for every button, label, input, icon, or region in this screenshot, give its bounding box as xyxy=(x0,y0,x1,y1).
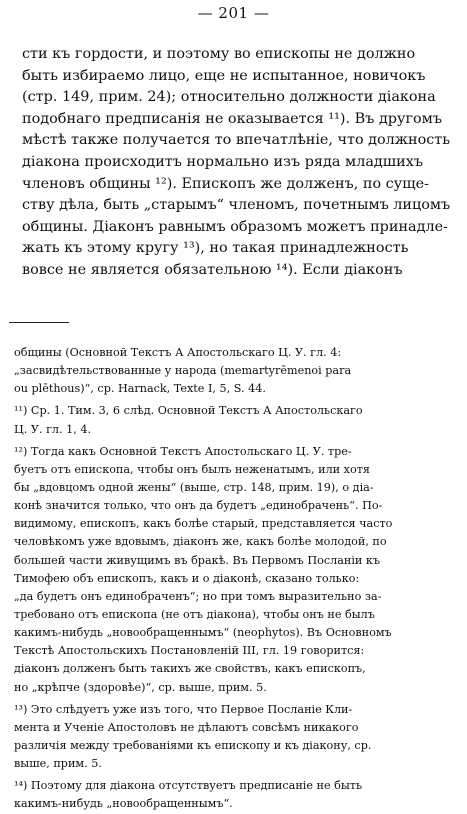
footnote-11-line: Ц. У. гл. 1, 4. xyxy=(14,422,92,436)
main-line: сти къ гордости, и поэтому во епископы не должно xyxy=(22,46,416,62)
main-line: мѣстѣ также получается то впечатлѣніе, что должность xyxy=(22,132,451,149)
main-line: ству дѣла, быть „старымъ“ членомъ, почетнымъ лицомъ xyxy=(22,197,451,214)
footnote-11-line: ¹¹) Ср. 1. Тим. 3, 6 слѣд. Основной Текстъ А Апостольскаго xyxy=(14,404,363,418)
footnote-line: „засвидѣтельствованные у народа (memartyrēmenoi para xyxy=(14,364,352,378)
main-text xyxy=(22,44,450,282)
footnote-13-line: различія между требованіями къ епископу и къ діакону, ср. xyxy=(14,738,372,752)
footnote-12-line: бы „вдовцомъ одной жены“ (выше, стр. 148, прим. 19), о діа- xyxy=(14,480,374,494)
footnote-12-line: какимъ-нибудь „новообращеннымъ“ (neophytos). Въ Основномъ xyxy=(14,626,392,640)
footnote-line: общины (Основной Текстъ А Апостольскаго Ц. У. гл. 4: xyxy=(14,346,342,359)
footnote-12-line: буетъ отъ епископа, чтобы онъ былъ неженатымъ, или хотя xyxy=(14,462,370,476)
main-line: (стр. 149, прим. 24); относительно должности діакона xyxy=(22,89,436,106)
footnote-12-line: Тимофею объ епископъ, какъ и о діаконѣ, сказано только: xyxy=(14,571,360,585)
footnote-12-line: большей части живущимъ въ бракѣ. Въ Первомъ Посланіи къ xyxy=(14,553,381,567)
footnote-12-line: требовано отъ епископа (не отъ діакона), чтобы онъ не былъ xyxy=(14,607,375,621)
footnote-line: ou plēthous)“, ср. Harnack, Texte I, 5, S. 44. xyxy=(14,382,266,396)
footnote-divider xyxy=(9,322,69,323)
footnote-13-line: мента и Ученіе Апостоловъ не дѣлаютъ совсѣмъ никакого xyxy=(14,720,359,734)
footnote-12-line: Текстѣ Апостольскихъ Постановленій III, гл. 19 говорится: xyxy=(14,644,365,658)
footnote-14-line: какимъ-нибудь „новообращеннымъ“. xyxy=(14,797,233,811)
footnote-13-line: выше, прим. 5. xyxy=(14,757,102,771)
main-line: быть избираемо лицо, еще не испытанное, новичокъ xyxy=(22,67,426,84)
footnote-14-line: ¹⁴) Поэтому для діакона отсутствуетъ предписаніе не быть xyxy=(14,779,363,793)
footnote-13-line: ¹³) Это слѣдуетъ уже изъ того, что Первое Посланіе Кли- xyxy=(14,702,353,716)
footnote-12-line: человѣкомъ уже вдовымъ, діаконъ же, какъ болѣе молодой, по xyxy=(14,535,387,549)
footnote-12-line: но „крѣпче (здоровѣе)“, ср. выше, прим. 5. xyxy=(14,680,267,694)
main-line: подобнаго предписанія не оказывается ¹¹). Въ другомъ xyxy=(22,110,443,127)
main-line: общины. Діаконъ равнымъ образомъ можетъ принадле- xyxy=(22,218,449,235)
main-line: вовсе не является обязательною ¹⁴). Если діаконъ xyxy=(22,261,403,278)
main-line: жать къ этому кругу ¹³), но такая принадлежность xyxy=(22,240,409,257)
footnotes xyxy=(14,344,454,814)
main-line: діакона происходитъ нормально изъ ряда младшихъ xyxy=(22,153,424,170)
footnote-12-line: конѣ значится только, что онъ да будетъ „единобрачень“. По- xyxy=(14,499,383,513)
footnote-12-line: „да будетъ онъ единобраченъ“; но при томъ выразительно за- xyxy=(14,589,382,603)
footnote-12-line: ¹²) Тогда какъ Основной Текстъ Апостольскаго Ц. У. тре- xyxy=(14,444,352,458)
page-number: — 201 — xyxy=(197,4,270,22)
footnote-12-line: діаконъ долженъ быть такихъ же свойствъ, какъ епископъ, xyxy=(14,662,366,676)
footnote-12-line: видимому, епископъ, какъ болѣе старый, представляется часто xyxy=(14,517,393,531)
main-line: членовъ общины ¹²). Епископъ же долженъ, по суще- xyxy=(22,175,429,192)
